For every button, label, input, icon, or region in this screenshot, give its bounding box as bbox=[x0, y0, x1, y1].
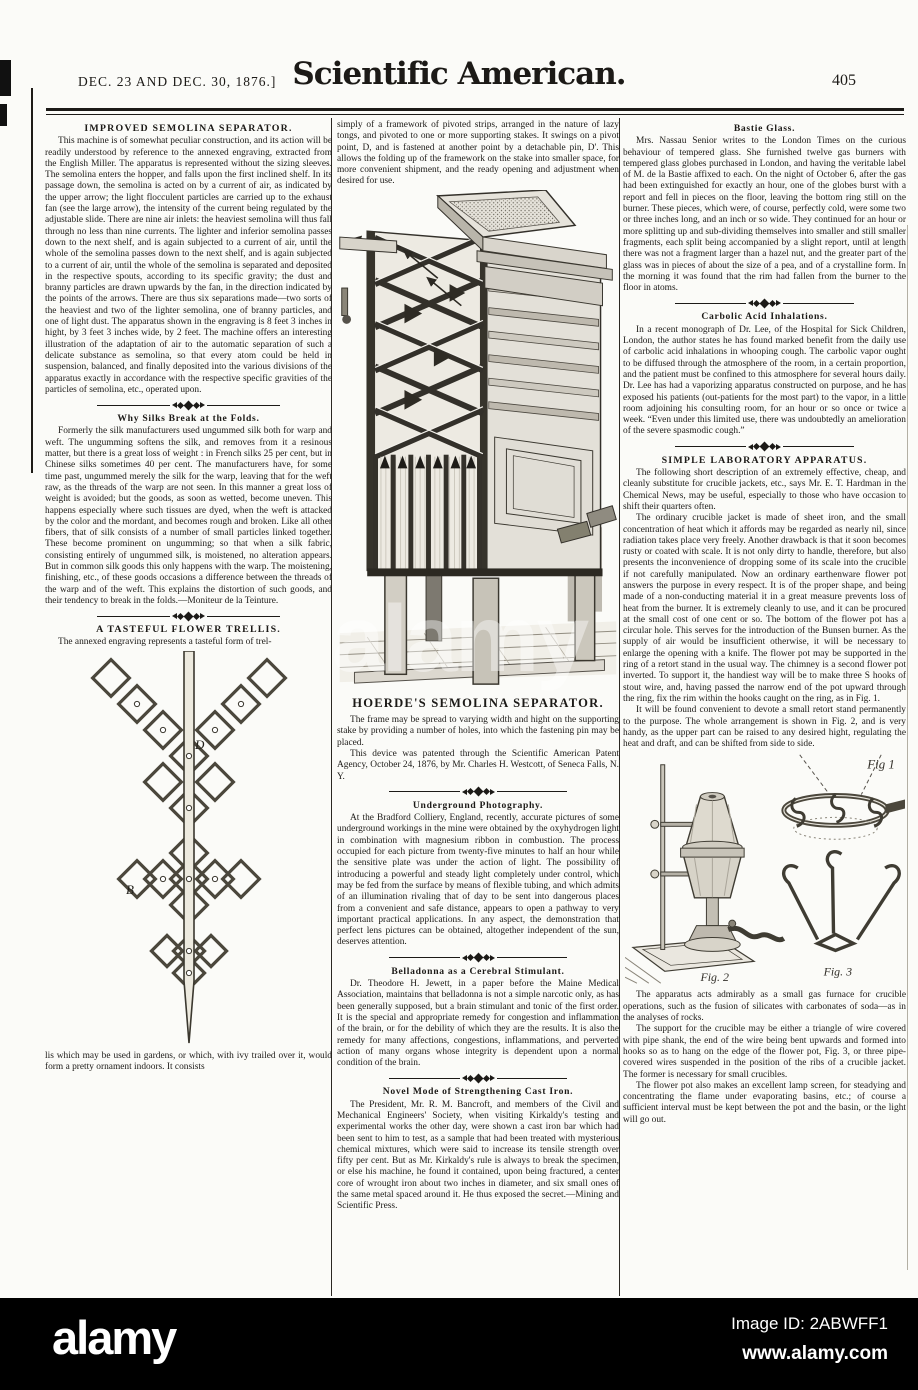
article-paragraph: At the Bradford Colliery, England, recently, accurate pictures of some underground workings in the mine were obtained by the oxyhydrogen light in combination with magnesium ribbon in combustion. The process occupied for each picture from twenty-five minutes to half an hour while the sensitive plate was under the action of light. The possibility of introducing a powerful and steady light completely under control, which may be fed from the surface by means of flexible tubing, and which admits of an illumination rivaling that of day to be sent into dangerous places from a convenient and safe distance, appears to open a pathway to very important practical applications. In any aspect, the demonstration that perfect lens pictures can be obtained, altogether independent of the sun, deserves attention. bbox=[337, 813, 619, 948]
column-rule bbox=[619, 118, 620, 1296]
separator-ornament bbox=[389, 954, 567, 962]
trellis-point-d-label: D bbox=[194, 736, 204, 752]
article-paragraph: simply of a framework of pivoted strips, arranged in the nature of lazy tongs, and pivoted to one or more supporting stakes. It swings on a pivot point, D, and is fastened at another point by a detachable pin, D'. This allows the folding up of the framework on the stake into smaller space, for more convenient shipment, and the ready opening and adjustment when desired for use. bbox=[337, 120, 619, 187]
fig3-label: Fig. 3 bbox=[823, 964, 852, 979]
separator-ornament bbox=[389, 788, 567, 796]
laboratory-apparatus-engraving bbox=[625, 752, 905, 990]
article-title: Why Silks Break at the Folds. bbox=[117, 413, 260, 425]
article-title: Bastie Glass. bbox=[733, 123, 796, 134]
article-paragraph: In a recent monograph of Dr. Lee, of the Hospital for Sick Children, London, the author states he has found marked benefit from the daily use of carbolic acid inhalations in whooping cough. The carbolic vapor ought to be diffused through the atmosphere of the room, in a certain proportion, and the patient must be confined to this atmosphere for several hours daily. Dr. Lee has had a vaporizing apparatus constructed on purpose, and he has exposed his patients (out-patients for the most part) to the vapor, in a little room adjoining his consulting room, for an hour or so once or twice a week. “Even under this limited use, there was undoubtedly an amelioration of the severe spasmodic cough.” bbox=[623, 324, 906, 437]
middle-column bbox=[337, 120, 619, 1296]
article-title: A TASTEFUL FLOWER TRELLIS. bbox=[96, 624, 281, 636]
article-paragraph: This device was patented through the Scientific American Patent Agency, October 24, 1876, by Mr. Charles H. Westcott, of Seneca Falls, N. Y. bbox=[337, 748, 619, 782]
scan-edge-artifact bbox=[0, 104, 7, 126]
separator-ornament bbox=[389, 1074, 567, 1082]
article-paragraph: The frame may be spread to varying width and hight on the supporting stake by providing a number of holes, into which the fastening pin may be placed. bbox=[337, 715, 619, 748]
article-paragraph: The ordinary crucible jacket is made of sheet iron, and the small concentration of heat which it affords may be regarded as nearly nil, since radiation takes place very freely. Another drawback is that it soon becomes rusty or coated with scale. It is not only dirty to handle, therefore, but also presents the inconvenience of dropping some of its scale into the crucible if not carefully manipulated. Now an ordinary earthenware flower pot answers the purpose in every respect. It is of the proper shape, and being made of a non-conducting material it in a great measure prevents loss of heat from the burner. It is extremely cleanly to use, and it can be procured at the small cost of one cent or so. The bottom of the flower pot has a circular hole. This serves for the introduction of the Bunsen burner. As the supply of air would be insufficient otherwise, it will be necessary to enlarge the opening with a knife. The flower pot may be supported in the ring of a retort stand in the usual way. The chimney is a second flower pot inverted. To support it, the handiest way will be to make three S hooks of stout wire, and, having passed the narrow end of the pot upward through the ring, fix the rim within the hooks caught on the ring, as in Fig. 1. bbox=[623, 513, 906, 704]
article-paragraph: The annexed engraving represents a tasteful form of trel- bbox=[58, 637, 272, 648]
article-title: Novel Mode of Strengthening Cast Iron. bbox=[382, 1086, 574, 1098]
masthead-title: Scientific American. bbox=[292, 56, 626, 92]
article-paragraph: Dr. Theodore H. Jewett, in a paper before the Maine Medical Association, maintains that belladonna is not a simple narcotic only, as has been generally supposed, but a brain stimulant and tonic of the first order. It is the special and appropriate remedy for congestion and inflammation of the brain, or for the debility of which they are the results. It is also the remedy for many affections, congestions, inflammations, and perverted action of many organs whose integrity is dependent upon a normal condition of the brain. bbox=[337, 979, 619, 1069]
issue-date-line: DEC. 23 AND DEC. 30, 1876.] bbox=[78, 74, 277, 89]
article-paragraph: The apparatus acts admirably as a small gas furnace for crucible operations, such as the fusion of silicates with carbonates of soda—as in the analyses of rocks. bbox=[623, 990, 906, 1024]
article-paragraph: The following short description of an extremely effective, cheap, and cleanly substitute for crucible jackets, etc., says Mr. E. T. Hardman in the Chemical News, may be useful, especially to those who have occasion to shift their quarters often. bbox=[623, 468, 906, 512]
separator-ornament bbox=[97, 612, 280, 620]
stock-watermark: alamy bbox=[331, 586, 587, 692]
separator-ornament bbox=[97, 401, 280, 409]
fig1-label: Fig 1 bbox=[866, 758, 895, 773]
alamy-url-text: www.alamy.com bbox=[742, 1343, 888, 1364]
left-column bbox=[45, 120, 332, 1296]
scan-left-rule bbox=[31, 88, 33, 473]
article-paragraph: The flower pot also makes an excellent lamp screen, for steadying and concentrating the flame under evaporating basins, etc.; of course a sufficient interval must be kept between the pot and the basin, or the light will go out. bbox=[623, 1080, 906, 1125]
flower-trellis-engraving bbox=[54, 651, 324, 1051]
alamy-logo: alamy bbox=[52, 1311, 176, 1364]
article-paragraph: Mrs. Nassau Senior writes to the London Times on the curious behaviour of tempered glass. She furnished twelve gas burners with tempered glass globes purchased in London, and having the veritable label of M. de la Bastie affixed to each. On the night of October 6, after the gas had been extinguished for exactly an hour, one of the globes burst with a report and fell in pieces on the floor, leaving the bottom ring still on the burner. These pieces, which were, of course, perfectly cold, were some two or three inches long, and an inch or so wide. They continued for an hour or more splitting up and sub-dividing themselves into smaller and still smaller fragments, each split being accompanied by a slight report, until at length there was not a fragment larger than a hazel nut, and the greater part of the glass was in pieces of about the size of a pea, and of a crystalline form. In the morning it was found that the rim had fallen from the burner to the floor in atoms. bbox=[623, 136, 906, 294]
fig2-label: Fig. 2 bbox=[699, 970, 729, 985]
article-title: Carbolic Acid Inhalations. bbox=[701, 311, 828, 323]
article-title: IMPROVED SEMOLINA SEPARATOR. bbox=[84, 123, 293, 134]
page-number: 405 bbox=[832, 72, 856, 89]
header-rule-thin bbox=[46, 114, 904, 115]
semolina-separator-engraving bbox=[339, 190, 617, 690]
engraving-caption: HOERDE'S SEMOLINA SEPARATOR. bbox=[352, 695, 604, 710]
article-title: Belladonna as a Cerebral Stimulant. bbox=[391, 965, 565, 977]
article-title: SIMPLE LABORATORY APPARATUS. bbox=[661, 454, 868, 466]
article-paragraph: lis which may be used in gardens, or which, with ivy trailed over it, would form a pretty ornament indoors. It consists bbox=[45, 1050, 332, 1073]
stock-photo-footer-bar bbox=[0, 1298, 918, 1390]
article-paragraph: This machine is of somewhat peculiar construction, and its action will be readily understood by reference to the annexed engraving, extracted from the English Miller. The apparatus is represented without the sizing sleeves. The semolina enters the hopper, and falls upon the first inclined shelf. In its passage down, the semolina is acted on by a current of air, as indicated by the upper arrow; the light flocculent particles are carried up to the exhaust fan (see the large arrow), the intensity of the current being regulated by the adjustable slide. There are nine air inlets: the heaviest semolina will thus fall through no less than nine currents. The lighter and inferior semolina passes down to the next shelf, and is again subjected to a current of air, until the whole of the semolina passes down to the next shelf, and is again subjected to a current of air, until the whole of the semolina is separated and deposited in the respective spouts, according to its specific gravity; the dust and branny particles are drawn upwards by the fan, in the direction indicated by the points of the arrows. There are thus six separations made—two sorts of the heaviest and two of the lighter semolina, one of branny particles, and one of light dust. The apparatus shown in the engraving is 8 feet 3 inches in hight, by 3 feet 3 inches wide, by 2 feet. The machine offers an interesting illustration of the adaptation of air to the automatic separation of such a delicate substance as semolina, so that every atom could be held in suspension, balanced, and finally deposited into the various divisions of the apparatus exactly in accordance with the respective specific gravities of the particles of semolina, etc., operated upon. bbox=[45, 136, 332, 395]
article-title: Underground Photography. bbox=[412, 799, 544, 811]
article-paragraph: Formerly the silk manufacturers used ungummed silk both for warp and weft. The ungumming softens the silk, and removes from it a resinous matter, but there is a great loss of weight : in French silks 25 per cent, but in Chinese silks sometimes 40 per cent. The manufacturers have, for some time past, ungummed merely the silk for the warp, leaving that for the weft raw, as the threads of the warp are not seen. In this manner a great loss of weight is avoided; but the goods, as soon as wetted, become uneven. This happens especially where such tissues are dyed, when the weft is attacked by the color and the mordant, and becomes rough and broken. Like all other fibers, that of silk consists of a number of small particles linked together. These become prominent on ungumming; so that when a silk fabric, consisting entirely of ungummed silk, is moistened, no alteration appears. But in common silk goods this only happens with the warp. The moistening, finishing, etc., of these goods occasions a difference between the threads of the warp and of the weft. This explains the distortion of such goods, and their tendency to break in the folds.—Moniteur de la Teinture. bbox=[45, 426, 332, 606]
image-id-text: Image ID: 2ABWFF1 bbox=[731, 1314, 888, 1333]
separator-ornament bbox=[675, 299, 854, 307]
right-column bbox=[623, 120, 906, 1296]
article-paragraph: The President, Mr. R. M. Bancroft, and members of the Civil and Mechanical Engineers' Society, when visiting Kirkaldy's testing and experimental works the other day, were shown a cast iron bar which had been sent to him to test, as a sample that had been treated with mysterious chemical mixtures, which were said to increase its tensile strength over fifty per cent. But as Mr. Kirkaldy's rule is always to break the specimen, or else his machine, he found it contained, upon being fractured, a center core of wrought iron about two inches in diameter, and six small ones of the same metal spaced around it. He thus exposed the secret.—Mining and Scientific Press. bbox=[337, 1099, 619, 1212]
article-paragraph: It will be found convenient to devote a small retort stand permanently to the purpose. The whole arrangement is shown in Fig. 2, and is very handy, as the upper part can be raised to any desired hight, regulating the heat and draft, and can be shifted from side to side. bbox=[623, 705, 906, 750]
header-rule-thick bbox=[46, 108, 904, 111]
scan-right-edge bbox=[907, 225, 908, 1270]
separator-ornament bbox=[675, 443, 854, 451]
article-paragraph: The support for the crucible may be either a triangle of wire covered with pipe shank, the end of the wire being bent upwards and formed into hooks so as to hang on the edge of the flower pot, Fig. 3, or three pipe-covered wires suspended in the position of the ribs of a crucible jacket. The former is necessary for small crucibles. bbox=[623, 1024, 906, 1080]
trellis-point-b-label: B bbox=[125, 881, 134, 897]
